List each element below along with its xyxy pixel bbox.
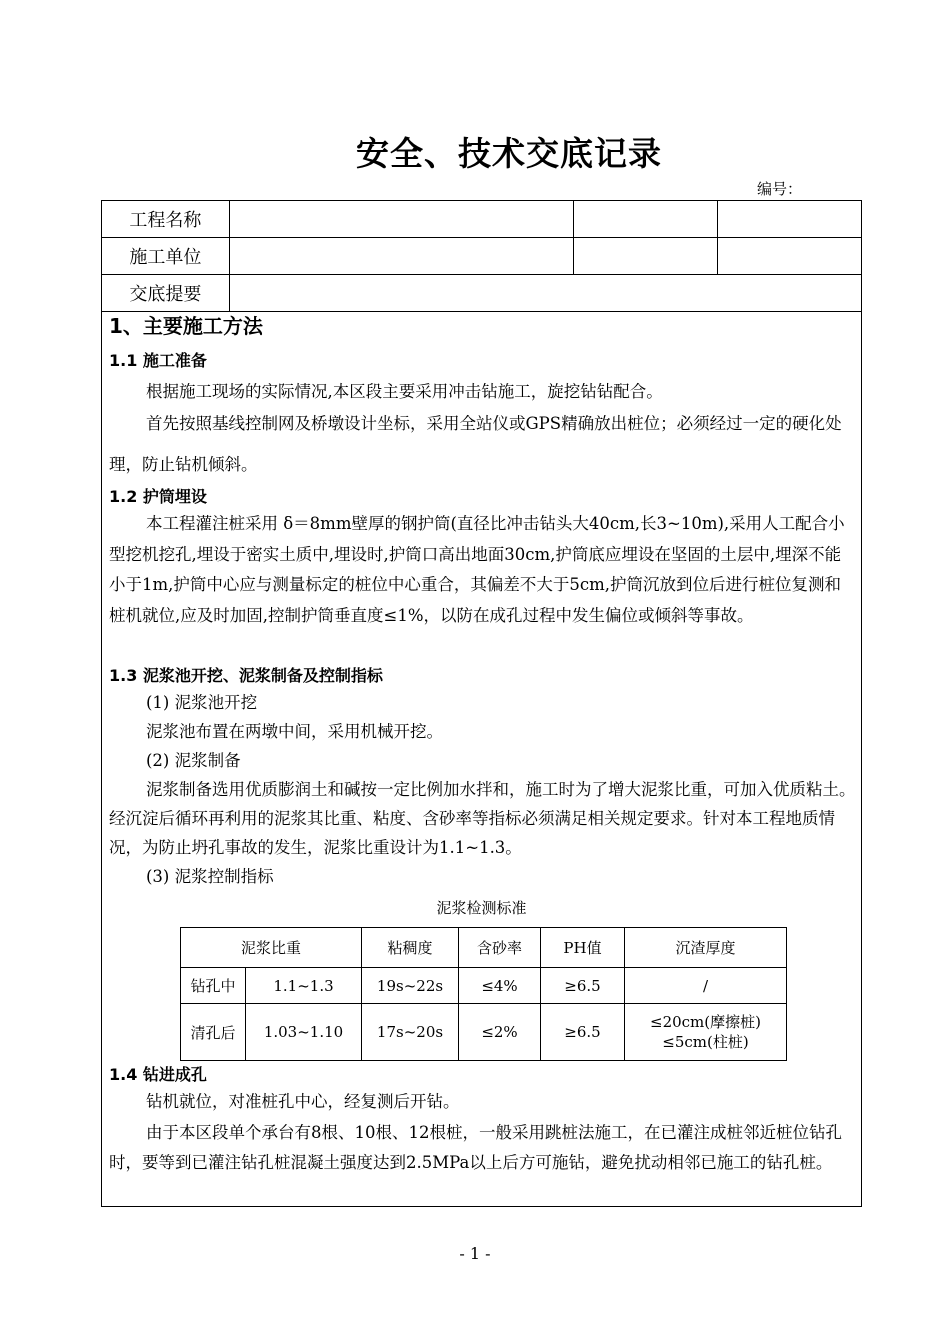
table-cell: 17s~20s	[362, 1004, 459, 1061]
table-cell: ≥6.5	[541, 968, 625, 1004]
table-cell: 1.03~1.10	[246, 1004, 362, 1061]
paragraph	[109, 1087, 857, 1179]
table-row	[181, 968, 787, 1004]
project-name-label: 工程名称	[102, 201, 230, 238]
table-row	[102, 201, 862, 238]
subsection-heading: 1.3 泥浆池开挖、泥浆制备及控制指标	[109, 666, 383, 685]
list-item-title: (3) 泥浆控制指标	[146, 867, 274, 886]
table-header: PH值	[541, 928, 625, 968]
summary-value	[229, 275, 861, 312]
table-cell: /	[625, 968, 787, 1004]
header-cell	[718, 238, 862, 275]
table-header: 沉渣厚度	[625, 928, 787, 968]
paragraph-text: 首先按照基线控制网及桥墩设计坐标，采用全站仪或GPS精确放出桩位；必须经过一定的硬化处理，防止钻机倾斜。	[109, 414, 842, 474]
construction-unit-label: 施工单位	[102, 238, 230, 275]
table-cell: 钻孔中	[181, 968, 246, 1004]
table-row	[102, 238, 862, 275]
table-cell-line: ≤20cm(摩擦桩)	[650, 1013, 761, 1031]
table-cell: ≤4%	[459, 968, 541, 1004]
paragraph-text: 泥浆制备选用优质膨润土和碱按一定比例加水拌和，施工时为了增大泥浆比重，可加入优质粘土。经沉淀后循环再利用的泥浆其比重、粘度、含砂率等指标必须满足相关规定要求。针对本工程地质情况，为防止坍孔事故的发生，泥浆比重设计为1.1~1.3。	[109, 780, 856, 857]
subsection-heading: 1.4 钻进成孔	[109, 1065, 207, 1084]
table-row	[181, 1004, 787, 1061]
summary-label: 交底提要	[102, 275, 230, 312]
header-cell	[718, 201, 862, 238]
paragraph	[109, 688, 857, 891]
paragraph-text: 泥浆池布置在两墩中间，采用机械开挖。	[146, 722, 443, 741]
project-name-value	[229, 201, 574, 238]
subsection-heading: 1.1 施工准备	[109, 351, 207, 370]
header-cell	[574, 238, 718, 275]
paragraph-text: 本工程灌注桩采用 δ＝8mm壁厚的钢护筒(直径比冲击钻头大40cm,长3~10m),采用人工配合小型挖机挖孔,埋设于密实土质中,埋设时,护筒口高出地面30cm,护筒底应埋设在坚固的土层中,埋深不能小于1m,护筒中心应与测量标定的桩位中心重合，其偏差不大于5cm,护筒沉放到位后进行桩位复测和桩机就位,应及时加固,控制护筒垂直度≤1%，以防在成孔过程中发生偏位或倾斜等事故。	[109, 514, 845, 625]
table-cell: 清孔后	[181, 1004, 246, 1061]
table-cell: 19s~22s	[362, 968, 459, 1004]
page-number: - 1 -	[459, 1244, 491, 1263]
paragraph-text: 根据施工现场的实际情况,本区段主要采用冲击钻施工，旋挖钻钻配合。	[146, 382, 663, 401]
table-row	[102, 275, 862, 312]
table-cell: ≤2%	[459, 1004, 541, 1061]
mud-standards-table	[180, 927, 787, 1061]
section-heading: 1、主要施工方法	[109, 314, 263, 338]
paragraph	[109, 376, 857, 485]
table-cell: ≥6.5	[541, 1004, 625, 1061]
table-header: 泥浆比重	[181, 928, 362, 968]
table-caption: 泥浆检测标准	[436, 899, 527, 917]
list-item-title: (1) 泥浆池开挖	[146, 693, 258, 712]
paragraph-text: 钻机就位，对准桩孔中心，经复测后开钻。	[146, 1092, 460, 1111]
construction-unit-value	[229, 238, 574, 275]
table-cell: 1.1~1.3	[246, 968, 362, 1004]
paragraph-text: 由于本区段单个承台有8根、10根、12根桩，一般采用跳桩法施工，在已灌注成桩邻近桩位钻孔时，要等到已灌注钻孔桩混凝土强度达到2.5MPa以上后方可施钻，避免扰动相邻已施工的钻孔桩。	[109, 1122, 842, 1172]
table-cell	[625, 1004, 787, 1061]
header-table	[101, 200, 862, 312]
serial-number-label: 编号：	[757, 180, 803, 198]
table-header: 粘稠度	[362, 928, 459, 968]
subsection-heading: 1.2 护筒埋设	[109, 487, 207, 506]
list-item-title: (2) 泥浆制备	[146, 751, 241, 770]
table-row	[181, 928, 787, 968]
table-header: 含砂率	[459, 928, 541, 968]
page-title: 安全、技术交底记录	[356, 134, 662, 173]
paragraph	[109, 509, 857, 631]
header-cell	[574, 201, 718, 238]
table-cell-line: ≤5cm(柱桩)	[662, 1033, 749, 1051]
